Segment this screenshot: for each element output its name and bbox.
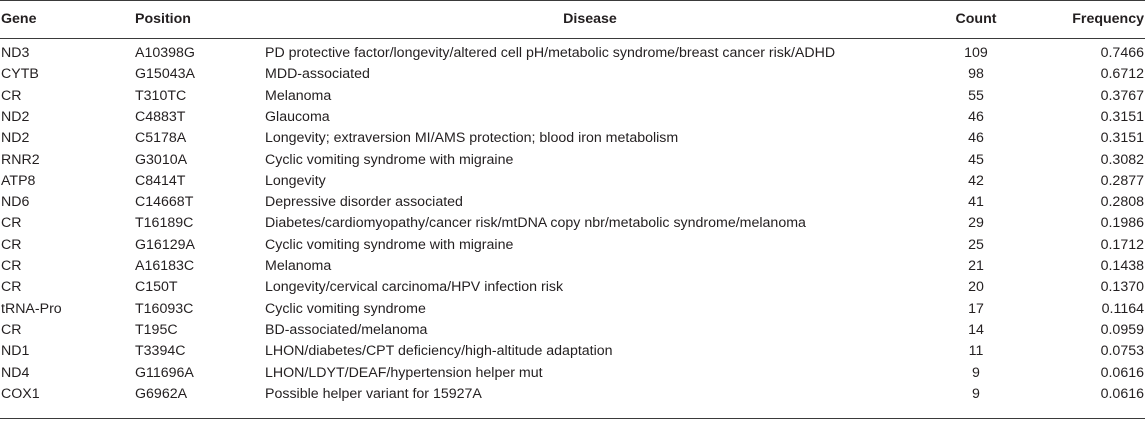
- cell-position: A10398G: [135, 45, 195, 61]
- cell-position: T310TC: [135, 87, 187, 104]
- header-gene: Gene: [1, 11, 37, 27]
- cell-count: 46: [968, 130, 984, 147]
- cell-count: 45: [968, 151, 984, 168]
- cell-frequency: 0.6712: [1100, 66, 1144, 83]
- table-row: [0, 85, 1145, 107]
- header-frequency: Frequency: [1072, 11, 1144, 27]
- cell-frequency: 0.3767: [1100, 87, 1144, 104]
- table-row: [0, 191, 1145, 213]
- cell-gene: ND1: [1, 343, 30, 360]
- cell-count: 41: [968, 194, 984, 211]
- table-top-rule: [0, 0, 1145, 1]
- table-header-rule: [0, 38, 1145, 39]
- cell-disease: Cyclic vomiting syndrome with migraine: [265, 236, 514, 253]
- cell-frequency: 0.0959: [1100, 321, 1144, 338]
- cell-disease: Melanoma: [265, 87, 332, 104]
- cell-count: 11: [968, 343, 984, 360]
- cell-position: T3394C: [135, 343, 186, 360]
- cell-position: G3010A: [135, 151, 188, 168]
- cell-gene: ND2: [1, 130, 30, 147]
- table-row: [0, 149, 1145, 171]
- cell-position: C4883T: [135, 108, 186, 125]
- table-row: [0, 212, 1145, 234]
- cell-count: 9: [972, 364, 980, 381]
- cell-frequency: 0.3151: [1100, 130, 1144, 147]
- cell-count: 29: [968, 215, 984, 232]
- cell-position: G16129A: [135, 236, 195, 253]
- cell-disease: Depressive disorder associated: [265, 194, 463, 211]
- cell-disease: LHON/LDYT/DEAF/hypertension helper mut: [265, 364, 543, 381]
- cell-gene: CR: [1, 215, 22, 232]
- cell-gene: CR: [1, 258, 22, 274]
- cell-gene: COX1: [1, 385, 40, 402]
- cell-frequency: 0.1164: [1101, 300, 1144, 317]
- cell-gene: CYTB: [1, 66, 39, 83]
- cell-frequency: 0.2808: [1100, 194, 1144, 211]
- table-bottom-rule: [0, 418, 1145, 419]
- cell-count: 25: [968, 236, 984, 253]
- cell-disease: Longevity/cervical carcinoma/HPV infection risk: [265, 279, 564, 296]
- cell-count: 55: [968, 87, 984, 104]
- table-row: [0, 63, 1145, 85]
- table-header-row: [0, 7, 1145, 31]
- cell-count: 21: [968, 258, 984, 274]
- cell-frequency: 0.1986: [1100, 215, 1144, 232]
- cell-count: 46: [968, 108, 984, 125]
- cell-position: G6962A: [135, 385, 188, 402]
- cell-frequency: 0.1712: [1100, 236, 1144, 253]
- cell-disease: Glaucoma: [265, 108, 330, 125]
- table-row: [0, 106, 1145, 128]
- cell-position: C150T: [135, 279, 178, 296]
- cell-disease: Cyclic vomiting syndrome with migraine: [265, 151, 514, 168]
- cell-gene: CR: [1, 236, 22, 253]
- cell-position: T16189C: [135, 215, 194, 232]
- cell-count: 20: [968, 279, 984, 296]
- cell-count: 17: [968, 300, 984, 317]
- cell-count: 14: [968, 321, 984, 338]
- table-row: [0, 234, 1145, 256]
- cell-gene: ATP8: [1, 172, 36, 189]
- table-row: [0, 170, 1145, 192]
- table-row: [0, 42, 1145, 64]
- cell-position: G11696A: [135, 364, 194, 381]
- header-position: Position: [135, 11, 191, 27]
- cell-disease: Diabetes/cardiomyopathy/cancer risk/mtDNA copy nbr/metabolic syndrome/melanoma: [265, 215, 806, 232]
- table-row: [0, 255, 1145, 277]
- cell-disease: Cyclic vomiting syndrome: [265, 300, 426, 317]
- table-row: [0, 298, 1145, 320]
- table-row: [0, 127, 1145, 149]
- table-row: [0, 319, 1145, 341]
- header-disease: Disease: [563, 11, 617, 27]
- cell-frequency: 0.1438: [1100, 258, 1144, 274]
- cell-count: 42: [968, 172, 984, 189]
- cell-disease: PD protective factor/longevity/altered cell pH/metabolic syndrome/breast cancer risk/ADHD: [265, 45, 836, 61]
- header-count: Count: [955, 11, 997, 27]
- cell-count: 109: [964, 45, 988, 61]
- cell-disease: Longevity: [265, 172, 326, 189]
- cell-disease: Possible helper variant for 15927A: [265, 385, 482, 402]
- cell-gene: RNR2: [1, 151, 40, 168]
- cell-disease: BD-associated/melanoma: [265, 321, 428, 338]
- cell-disease: Melanoma: [265, 258, 332, 274]
- cell-count: 9: [972, 385, 980, 402]
- cell-frequency: 0.1370: [1100, 279, 1144, 296]
- cell-position: T195C: [135, 321, 178, 338]
- cell-gene: ND6: [1, 194, 30, 211]
- cell-frequency: 0.0616: [1100, 364, 1144, 381]
- cell-disease: LHON/diabetes/CPT deficiency/high-altitude adaptation: [265, 343, 613, 360]
- table-row: [0, 383, 1145, 405]
- cell-disease: Longevity; extraversion MI/AMS protection; blood iron metabolism: [265, 130, 679, 147]
- cell-gene: ND2: [1, 108, 30, 125]
- cell-frequency: 0.3151: [1100, 108, 1144, 125]
- cell-gene: ND3: [1, 45, 30, 61]
- cell-frequency: 0.0753: [1100, 343, 1144, 360]
- cell-position: T16093C: [135, 300, 194, 317]
- cell-gene: CR: [1, 279, 22, 296]
- cell-frequency: 0.2877: [1100, 172, 1144, 189]
- cell-gene: ND4: [1, 364, 30, 381]
- cell-disease: MDD-associated: [265, 66, 370, 83]
- cell-position: C5178A: [135, 130, 187, 147]
- cell-frequency: 0.0616: [1100, 385, 1144, 402]
- cell-gene: CR: [1, 321, 22, 338]
- table-row: [0, 362, 1145, 384]
- cell-position: G15043A: [135, 66, 195, 83]
- cell-position: A16183C: [135, 258, 195, 274]
- cell-frequency: 0.7466: [1100, 45, 1144, 61]
- cell-gene: CR: [1, 87, 22, 104]
- cell-gene: tRNA-Pro: [1, 300, 62, 317]
- cell-count: 98: [968, 66, 984, 83]
- table-row: [0, 276, 1145, 298]
- cell-frequency: 0.3082: [1100, 151, 1144, 168]
- table-row: [0, 340, 1145, 362]
- cell-position: C8414T: [135, 172, 186, 189]
- cell-position: C14668T: [135, 194, 194, 211]
